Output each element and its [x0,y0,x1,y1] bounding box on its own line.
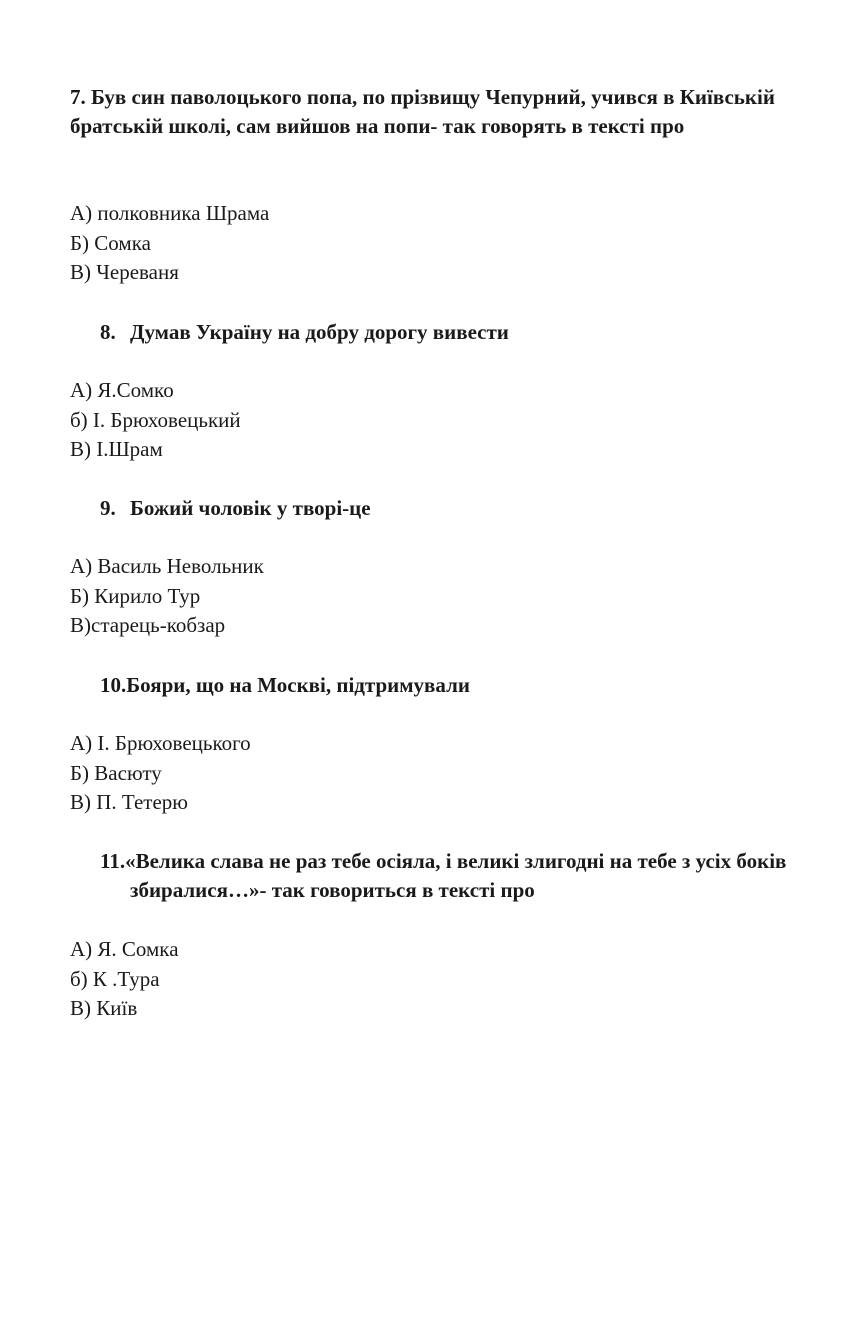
question-9-answers [70,552,770,641]
answer-option: Б) Сомка [70,230,151,255]
answer-option: В) П. Тетерю [70,790,188,814]
answer-option: В)старець-кобзар [70,613,226,637]
question-10-text: Бояри, що на Москві, підтримували [126,673,470,697]
answer-option: А) Я.Сомко [70,378,174,402]
answer-option: В) Київ [70,996,138,1020]
answer-option: б) І. Брюховецький [70,407,241,432]
answer-option: А) І. Брюховецького [70,731,251,755]
answer-option: б) К .Тура [70,966,160,991]
question-9-number: 9. [100,496,116,520]
question-11-title [100,847,860,905]
answer-option: В) Череваня [70,260,179,284]
answer-option: В) І.Шрам [70,437,163,461]
question-8-number: 8. [100,320,116,344]
question-10-answers [70,729,770,818]
question-8-answers [70,376,770,465]
question-8-text: Думав Україну на добру дорогу вивести [130,320,509,344]
question-7-title [70,83,850,141]
answer-option: А) полковника Шрама [70,201,270,225]
question-10-number: 10. [100,673,127,697]
answer-option: Б) Васюту [70,760,162,785]
question-11-number: 11. [100,849,126,873]
question-9-text: Божий чоловік у творі-це [130,496,371,520]
question-8-title [100,318,840,347]
question-7-number: 7. [70,85,86,109]
question-11-text: «Велика слава не раз тебе осіяла, і великі злигодні на тебе з усіх боків збиралися…»- так говориться в тексті про [125,849,787,902]
question-11-answers [70,935,770,1024]
question-7-answers [70,199,770,288]
question-9-title [100,494,840,523]
answer-option: А) Василь Невольник [70,554,264,578]
question-7-text: Був син паволоцького попа, по прізвищу Чепурний, учився в Київській братській школі, сам вийшов на попи- так говорять в тексті про [70,85,775,138]
question-10-title [100,671,840,700]
answer-option: Б) Кирило Тур [70,583,201,608]
answer-option: А) Я. Сомка [70,937,179,961]
